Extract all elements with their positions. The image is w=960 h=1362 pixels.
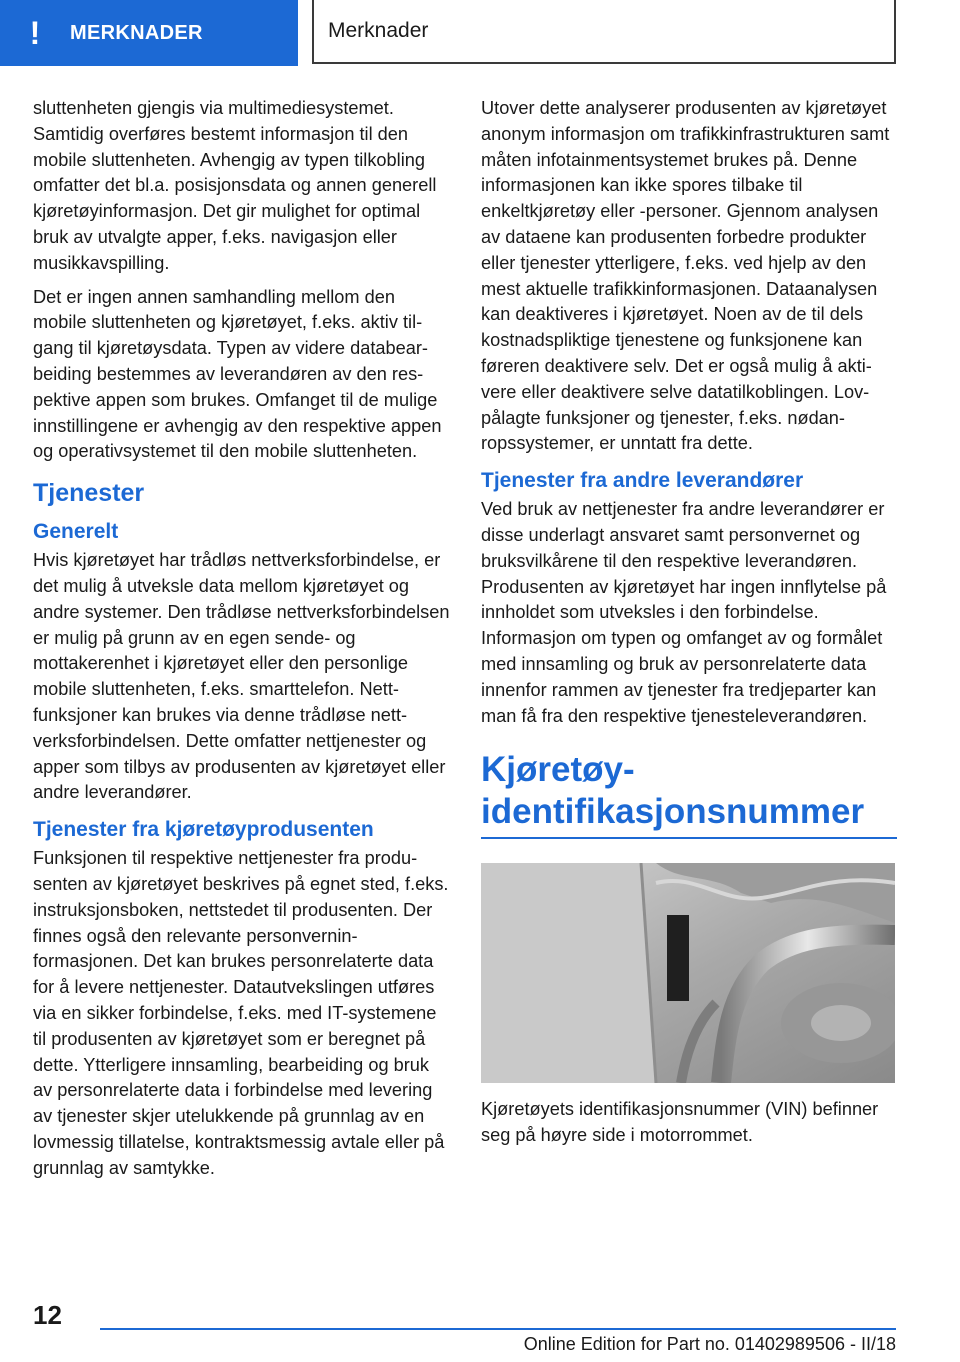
- chapter-title: MERKNADER: [70, 21, 203, 44]
- paragraph: Ved bruk av nettjenester fra andre leverandører er disse underlagt ansvaret samt personvernet og bruksvilkårene til den respektive leverandøren. Produsenten av kjøretøyet har ingen innflytelse på innholdet som utveksles i den forbindelse. Informasjon om typen og omfanget av og formålet med innsamling og bruk av personrelaterte data innenfor rammen av tjenester fra tredjeparter kan man få fra den respektive tjenesteleverandøren.: [481, 499, 887, 726]
- engine-bay-photo: [481, 863, 895, 1083]
- paragraph: Det er ingen annen samhandling mellom den mobile sluttenheten og kjøretøyet, f.eks. aktiv tilgang til kjøretøysdata. Typen av videre databearbeiding bestemmes av leverandøren av den respektive appen som brukes. Omfanget til de mulige innstillingene er avhengig av den respektive appen og operativsystemet til den mobile sluttenheten.: [33, 286, 442, 462]
- heading-tjenester: Tjenester: [33, 479, 145, 508]
- section-title: Merknader: [328, 19, 429, 42]
- right-column: [481, 96, 897, 1157]
- heading-andre-leverandorer: Tjenester fra andre leverandører: [481, 469, 804, 493]
- exclamation-icon: !: [29, 15, 41, 51]
- page-number: 12: [33, 1300, 62, 1330]
- heading-vin-line2: identifikasjonsnummer: [481, 792, 865, 832]
- heading-generelt: Generelt: [33, 520, 119, 544]
- paragraph: sluttenheten gjengis via multimediesystemet. Samtidig overføres bestemt informasjon til den mobile sluttenheten. Avhengig av typen tilkobling omfatter det bl.a. posisjonsdata og annen generell kjøretøyinformasjon. Det gir mulighet for optimal bruk av utvalgte apper, f.eks. navigasjon eller musikkavspilling.: [33, 98, 437, 273]
- photo-caption: Kjøretøyets identifikasjonsnummer (VIN) befinner seg på høyre side i motorrommet.: [481, 1099, 879, 1146]
- paragraph: Utover dette analyserer produsenten av kjøretøyet anonym informasjon om trafikkinfrastrukturen samt måten infotainmentsystemet brukes på. Denne informasjonen kan ikke spores tilbake til enkeltkjøretøy eller -personer. Gjennom analysen av dataene kan produsenten forbedre produkter eller tjenester ytterligere, f.eks. ved hjelp av den mest aktuelle trafikkinformasjonen. Dataanalysen kan deaktiveres i kjøretøyet. Noen av de til dels kostnadspliktige tjenestene og funksjonene kan føreren deaktivere selv. Det er også mulig å aktivere eller deaktivere selve datatilkoblingen. Lovpålagte funksjoner og tjenester, f.eks. nødanropssystemer, er unntatt fra dette.: [481, 98, 890, 454]
- section-header: [312, 0, 896, 64]
- chapter-tab: [0, 0, 298, 66]
- heading-vin: [481, 749, 897, 839]
- paragraph: Funksjonen til respektive nettjenester fra produsenten av kjøretøyet beskrives på egnet sted, f.eks. instruksjonsboken, nettstedet til produsenten. Der finnes også den relevante personverninformasjonen. Det kan brukes personrelaterte data for å levere nettjenester. Datautvekslingen utføres via en sikker forbindelse, f.eks. med IT-systemene til produsenten av kjøretøyet som er beregnet på dette. Ytterligere innsamling, bearbeiding og bruk av personrelaterte data i forbindelse med levering av tjenester skjer utelukkende på grunnlag av en lovmessig tillatelse, kontraktsmessig avtale eller på grunnlag av samtykke.: [33, 848, 449, 1178]
- heading-vin-line1: Kjøretøy-: [481, 750, 635, 790]
- heading-produsent: Tjenester fra kjøretøyprodusenten: [33, 818, 374, 842]
- vin-label: [667, 915, 689, 1001]
- footer-divider: [100, 1328, 896, 1330]
- left-column: [33, 96, 451, 1189]
- footer-edition: Online Edition for Part no. 01402989506 - II/18: [523, 1334, 896, 1354]
- paragraph: Hvis kjøretøyet har trådløs nettverksforbindelse, er det mulig å utveksle data mellom kjøretøyet og andre systemer. Den trådløse nettverksforbindelsen er mulig på grunn av en egen sende- og mottakerenhet i kjøretøyet eller den personlige mobile sluttenheten, f.eks. smarttelefon. Nettfunksjoner kan brukes via denne trådløse nettverksforbindelsen. Dette omfatter nettjenester og apper som tilbys av produsenten av kjøretøyet eller andre leverandører.: [33, 550, 450, 803]
- engine-bay-illustration: [481, 863, 895, 1083]
